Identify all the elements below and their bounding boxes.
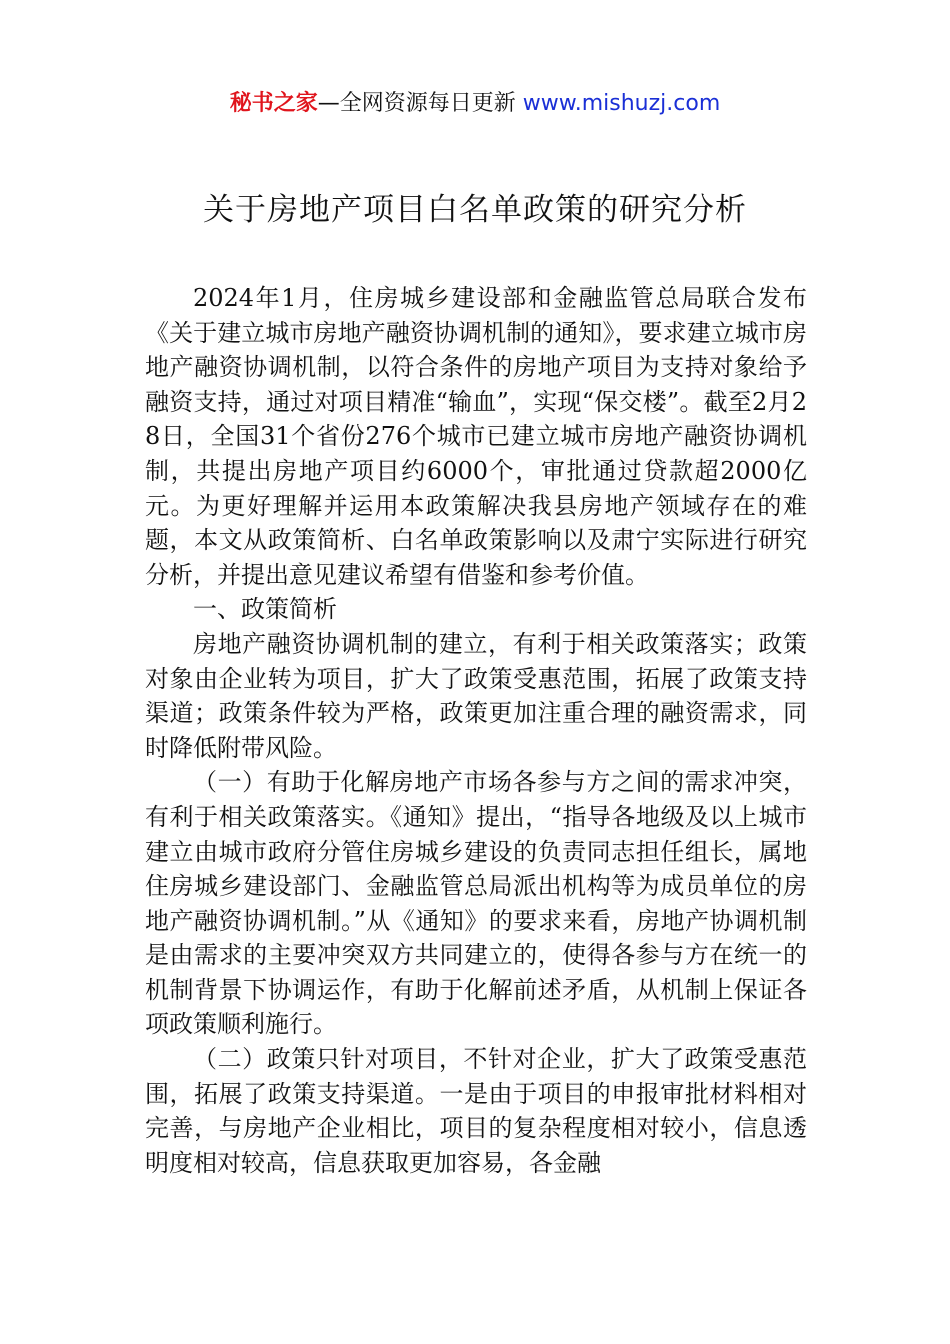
paragraph-point-two: （二）政策只针对项目，不针对企业，扩大了政策受惠范围，拓展了政策支持渠道。一是由于项目的申报审批材料相对完善，与房地产企业相比，项目的复杂程度相对较小，信息透明度相对较高，信息获取更加容易，各金融 xyxy=(145,1045,807,1177)
brand-name: 秘书之家 xyxy=(229,91,318,116)
paragraph-point-one: （一）有助于化解房地产市场各参与方之间的需求冲突，有利于相关政策落实。《通知》提出，“指导各地级及以上城市建立由城市政府分管住房城乡建设的负责同志担任组长，属地住房城乡建设部门、金融监管总局派出机构等为成员单位的房地产融资协调机制。”从《通知》的要求来看，房地产协调机制是由需求的主要冲突双方共同建立的，使得各参与方在统一的机制背景下协调运作，有助于化解前述矛盾，从机制上保证各项政策顺利施行。 xyxy=(145,768,807,1039)
section-heading-policy-analysis: 一、政策简析 xyxy=(193,595,337,624)
document-body xyxy=(145,281,807,1180)
header-url-link[interactable]: www.mishuzj.com xyxy=(522,91,721,116)
header-tagline: —全网资源每日更新 xyxy=(317,91,523,116)
paragraph-policy-summary: 房地产融资协调机制的建立，有利于相关政策落实；政策对象由企业转为项目，扩大了政策受惠范围，拓展了政策支持渠道；政策条件较为严格，政策更加注重合理的融资需求，同时降低附带风险。 xyxy=(145,629,807,762)
site-header xyxy=(0,88,950,120)
paragraph-intro: 2024年1月，住房城乡建设部和金融监管总局联合发布《关于建立城市房地产融资协调机制的通知》，要求建立城市房地产融资协调机制，以符合条件的房地产项目为支持对象给予融资支持，通过对项目精准“输血”，实现“保交楼”。截至2月28日，全国31个省份276个城市已建立城市房地产融资协调机制，共提出房地产项目约6000个，审批通过贷款超2000亿元。为更好理解并运用本政策解决我县房地产领域存在的难题，本文从政策简析、白名单政策影响以及肃宁实际进行研究分析，并提出意见建议希望有借鉴和参考价值。 xyxy=(145,284,807,589)
document-title: 关于房地产项目白名单政策的研究分析 xyxy=(203,192,747,228)
